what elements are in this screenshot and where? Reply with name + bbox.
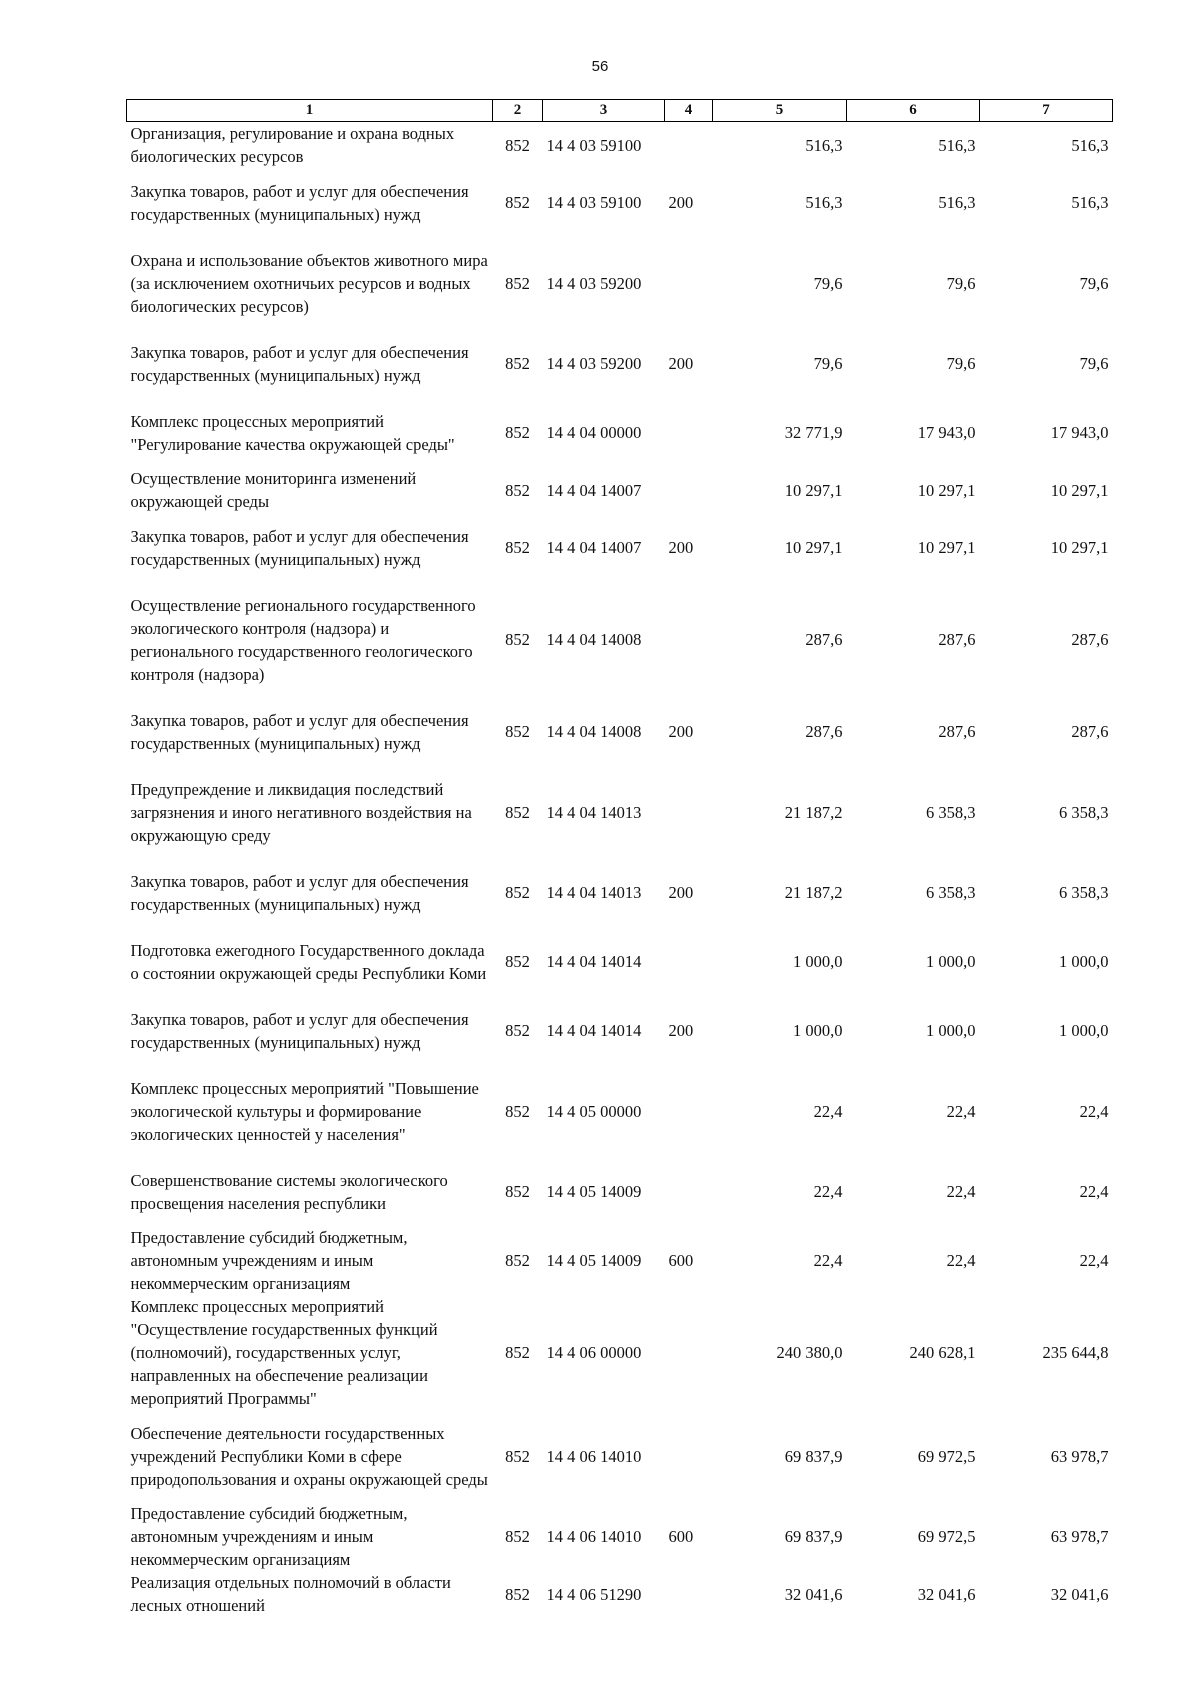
row-value-6: 6 358,3 bbox=[926, 883, 976, 902]
row-value-5: 240 380,0 bbox=[776, 1343, 843, 1362]
row-value-5: 79,6 bbox=[813, 354, 843, 373]
row-code: 14 4 05 14009 bbox=[546, 1182, 642, 1201]
row-value-5: 287,6 bbox=[805, 630, 843, 649]
row-code: 14 4 04 14007 bbox=[546, 480, 642, 500]
row-dept: 852 bbox=[505, 802, 530, 822]
budget-table bbox=[126, 99, 1113, 1617]
row-value-7: 6 358,3 bbox=[1059, 802, 1109, 822]
row-kind: 200 bbox=[668, 193, 694, 212]
row-value-6: 1 000,0 bbox=[926, 1021, 976, 1040]
row-value-6: 516,3 bbox=[938, 193, 976, 212]
row-dept: 852 bbox=[505, 722, 530, 741]
row-code: 14 4 03 59200 bbox=[546, 354, 642, 373]
row-code: 14 4 04 14008 bbox=[546, 630, 642, 649]
row-code: 14 4 04 00000 bbox=[546, 423, 642, 442]
row-kind bbox=[665, 1065, 713, 1157]
table-row bbox=[127, 237, 1113, 329]
row-dept: 852 bbox=[505, 480, 530, 500]
row-dept: 852 bbox=[505, 883, 530, 902]
row-code: 14 4 04 14008 bbox=[546, 722, 642, 741]
row-name: Комплекс процессных мероприятий "Регулирование качества окружающей среды" bbox=[130, 411, 455, 454]
row-value-7: 63 978,7 bbox=[1050, 1446, 1109, 1466]
row-dept: 852 bbox=[505, 1527, 530, 1546]
row-kind: 200 bbox=[668, 1021, 694, 1040]
table-row bbox=[127, 1295, 1113, 1410]
row-kind: 200 bbox=[668, 354, 694, 373]
row-dept: 852 bbox=[505, 1343, 530, 1362]
table-header bbox=[127, 100, 1113, 122]
row-code: 14 4 04 14014 bbox=[546, 952, 642, 971]
row-code: 14 4 05 00000 bbox=[546, 1101, 642, 1121]
row-value-7: 22,4 bbox=[1079, 1101, 1109, 1121]
row-name: Организация, регулирование и охрана водных биологических ресурсов bbox=[130, 124, 455, 166]
row-value-5: 10 297,1 bbox=[784, 480, 843, 500]
row-name: Обеспечение деятельности государственных учреждений Республики Коми в сфере природопользования и охраны окружающей среды bbox=[130, 1423, 488, 1489]
row-kind bbox=[665, 1571, 713, 1617]
table-row bbox=[127, 1502, 1113, 1571]
row-code: 14 4 04 14013 bbox=[546, 802, 642, 822]
table-row bbox=[127, 1410, 1113, 1502]
row-code: 14 4 06 14010 bbox=[546, 1527, 642, 1546]
row-value-6: 22,4 bbox=[946, 1182, 976, 1201]
column-header: 5 bbox=[713, 100, 847, 122]
row-value-5: 22,4 bbox=[813, 1251, 843, 1270]
row-value-5: 21 187,2 bbox=[784, 883, 843, 902]
table-row bbox=[127, 858, 1113, 927]
row-dept: 852 bbox=[505, 1021, 530, 1040]
row-name: Охрана и использование объектов животного мира (за исключением охотничьих ресурсов и водных биологических ресурсов) bbox=[130, 250, 488, 316]
row-kind: 200 bbox=[668, 538, 694, 557]
row-value-7: 235 644,8 bbox=[1042, 1343, 1109, 1362]
row-value-6: 1 000,0 bbox=[926, 952, 976, 971]
row-value-7: 1 000,0 bbox=[1059, 1021, 1109, 1040]
row-value-7: 1 000,0 bbox=[1059, 952, 1109, 971]
row-name: Закупка товаров, работ и услуг для обеспечения государственных (муниципальных) нужд bbox=[130, 342, 469, 385]
row-kind bbox=[665, 766, 713, 858]
row-kind bbox=[665, 398, 713, 467]
table-row bbox=[127, 582, 1113, 697]
row-value-6: 79,6 bbox=[946, 273, 976, 293]
row-name: Предупреждение и ликвидация последствий загрязнения и иного негативного воздействия на окружающую среду bbox=[130, 779, 472, 845]
row-value-7: 287,6 bbox=[1071, 722, 1109, 741]
row-kind bbox=[665, 1410, 713, 1502]
table-row bbox=[127, 1571, 1113, 1617]
row-name: Закупка товаров, работ и услуг для обеспечения государственных (муниципальных) нужд bbox=[130, 710, 469, 753]
table-row bbox=[127, 467, 1113, 513]
row-kind bbox=[665, 927, 713, 996]
row-name: Закупка товаров, работ и услуг для обеспечения государственных (муниципальных) нужд bbox=[130, 526, 469, 569]
row-value-7: 10 297,1 bbox=[1050, 538, 1109, 557]
row-name: Предоставление субсидий бюджетным, автономным учреждениям и иным некоммерческим организациям bbox=[130, 1228, 408, 1293]
table-row bbox=[127, 1065, 1113, 1157]
row-value-6: 22,4 bbox=[946, 1251, 976, 1270]
table-row bbox=[127, 697, 1113, 766]
row-value-6: 10 297,1 bbox=[917, 480, 976, 500]
table-row bbox=[127, 996, 1113, 1065]
row-dept: 852 bbox=[505, 538, 530, 557]
column-header: 4 bbox=[665, 100, 713, 122]
row-value-6: 516,3 bbox=[938, 135, 976, 155]
row-code: 14 4 03 59100 bbox=[546, 193, 642, 212]
table-row bbox=[127, 766, 1113, 858]
row-value-5: 516,3 bbox=[805, 193, 843, 212]
row-dept: 852 bbox=[505, 1584, 530, 1604]
row-value-6: 240 628,1 bbox=[909, 1343, 976, 1362]
column-header: 1 bbox=[127, 100, 493, 122]
row-value-7: 17 943,0 bbox=[1050, 423, 1109, 442]
row-value-6: 287,6 bbox=[938, 630, 976, 649]
column-header: 7 bbox=[980, 100, 1113, 122]
row-value-5: 1 000,0 bbox=[793, 952, 843, 971]
row-value-7: 22,4 bbox=[1079, 1251, 1109, 1270]
row-dept: 852 bbox=[505, 1251, 530, 1270]
row-code: 14 4 06 00000 bbox=[546, 1343, 642, 1362]
row-kind bbox=[665, 467, 713, 513]
table-row bbox=[127, 398, 1113, 467]
column-header: 3 bbox=[543, 100, 665, 122]
table-row bbox=[127, 122, 1113, 169]
row-value-6: 69 972,5 bbox=[917, 1527, 976, 1546]
row-code: 14 4 06 51290 bbox=[546, 1584, 642, 1604]
row-code: 14 4 06 14010 bbox=[546, 1446, 642, 1466]
row-name: Реализация отдельных полномочий в области лесных отношений bbox=[130, 1573, 451, 1615]
row-value-6: 69 972,5 bbox=[917, 1446, 976, 1466]
row-value-5: 32 771,9 bbox=[784, 423, 843, 442]
row-dept: 852 bbox=[505, 1446, 530, 1466]
row-name: Закупка товаров, работ и услуг для обеспечения государственных (муниципальных) нужд bbox=[130, 871, 469, 914]
row-value-7: 516,3 bbox=[1071, 135, 1109, 155]
row-value-7: 516,3 bbox=[1071, 193, 1109, 212]
row-name: Закупка товаров, работ и услуг для обеспечения государственных (муниципальных) нужд bbox=[130, 1009, 469, 1052]
table-row bbox=[127, 1157, 1113, 1226]
row-value-6: 32 041,6 bbox=[917, 1584, 976, 1604]
row-code: 14 4 04 14013 bbox=[546, 883, 642, 902]
table-row bbox=[127, 513, 1113, 582]
row-name: Осуществление мониторинга изменений окружающей среды bbox=[130, 469, 417, 511]
column-header: 2 bbox=[493, 100, 543, 122]
row-kind bbox=[665, 1157, 713, 1226]
row-value-7: 6 358,3 bbox=[1059, 883, 1109, 902]
table-row bbox=[127, 168, 1113, 237]
row-kind bbox=[665, 122, 713, 169]
row-dept: 852 bbox=[505, 1101, 530, 1121]
row-name: Предоставление субсидий бюджетным, автономным учреждениям и иным некоммерческим организациям bbox=[130, 1504, 408, 1569]
row-value-5: 516,3 bbox=[805, 135, 843, 155]
row-value-5: 10 297,1 bbox=[784, 538, 843, 557]
row-dept: 852 bbox=[505, 354, 530, 373]
column-header: 6 bbox=[847, 100, 980, 122]
row-kind: 600 bbox=[668, 1527, 694, 1546]
row-kind bbox=[665, 582, 713, 697]
row-value-5: 69 837,9 bbox=[784, 1446, 843, 1466]
row-value-7: 22,4 bbox=[1079, 1182, 1109, 1201]
row-dept: 852 bbox=[505, 193, 530, 212]
row-code: 14 4 03 59200 bbox=[546, 273, 642, 293]
row-kind bbox=[665, 1295, 713, 1410]
row-dept: 852 bbox=[505, 1182, 530, 1201]
row-value-5: 1 000,0 bbox=[793, 1021, 843, 1040]
row-value-5: 22,4 bbox=[813, 1182, 843, 1201]
row-value-7: 32 041,6 bbox=[1050, 1584, 1109, 1604]
row-name: Закупка товаров, работ и услуг для обеспечения государственных (муниципальных) нужд bbox=[130, 181, 469, 224]
row-value-5: 22,4 bbox=[813, 1101, 843, 1121]
row-name: Осуществление регионального государственного экологического контроля (надзора) и регионального государственного геологического контроля (надзора) bbox=[130, 595, 476, 684]
row-kind: 200 bbox=[668, 722, 694, 741]
table-row bbox=[127, 1226, 1113, 1295]
table-row bbox=[127, 329, 1113, 398]
row-dept: 852 bbox=[505, 630, 530, 649]
row-name: Комплекс процессных мероприятий "Повышение экологической культуры и формирование экологических ценностей у населения" bbox=[130, 1078, 479, 1144]
row-value-5: 21 187,2 bbox=[784, 802, 843, 822]
row-value-7: 63 978,7 bbox=[1050, 1527, 1109, 1546]
row-value-6: 79,6 bbox=[946, 354, 976, 373]
row-value-6: 22,4 bbox=[946, 1101, 976, 1121]
row-value-6: 287,6 bbox=[938, 722, 976, 741]
row-value-5: 79,6 bbox=[813, 273, 843, 293]
table-body bbox=[127, 122, 1113, 1618]
row-dept: 852 bbox=[505, 952, 530, 971]
row-name: Подготовка ежегодного Государственного доклада о состоянии окружающей среды Республики Коми bbox=[130, 940, 487, 983]
row-value-6: 17 943,0 bbox=[917, 423, 976, 442]
row-code: 14 4 03 59100 bbox=[546, 135, 642, 155]
row-kind: 200 bbox=[668, 883, 694, 902]
row-kind bbox=[665, 237, 713, 329]
header-row bbox=[127, 100, 1113, 122]
row-value-7: 79,6 bbox=[1079, 354, 1109, 373]
row-value-5: 32 041,6 bbox=[784, 1584, 843, 1604]
table-row bbox=[127, 927, 1113, 996]
row-value-5: 69 837,9 bbox=[784, 1527, 843, 1546]
page-number: 56 bbox=[591, 58, 609, 75]
row-value-7: 10 297,1 bbox=[1050, 480, 1109, 500]
row-value-5: 287,6 bbox=[805, 722, 843, 741]
row-dept: 852 bbox=[505, 423, 530, 442]
row-name: Комплекс процессных мероприятий "Осуществление государственных функций (полномочий), государственных услуг, направленных на обеспечение реализации мероприятий Программы" bbox=[130, 1297, 438, 1408]
row-kind: 600 bbox=[668, 1251, 694, 1270]
row-dept: 852 bbox=[505, 135, 530, 155]
row-dept: 852 bbox=[505, 273, 530, 293]
row-value-6: 6 358,3 bbox=[926, 802, 976, 822]
row-value-7: 287,6 bbox=[1071, 630, 1109, 649]
row-value-7: 79,6 bbox=[1079, 273, 1109, 293]
row-name: Совершенствование системы экологического просвещения населения республики bbox=[130, 1170, 448, 1213]
row-code: 14 4 05 14009 bbox=[546, 1251, 642, 1270]
row-code: 14 4 04 14007 bbox=[546, 538, 642, 557]
row-value-6: 10 297,1 bbox=[917, 538, 976, 557]
row-code: 14 4 04 14014 bbox=[546, 1021, 642, 1040]
